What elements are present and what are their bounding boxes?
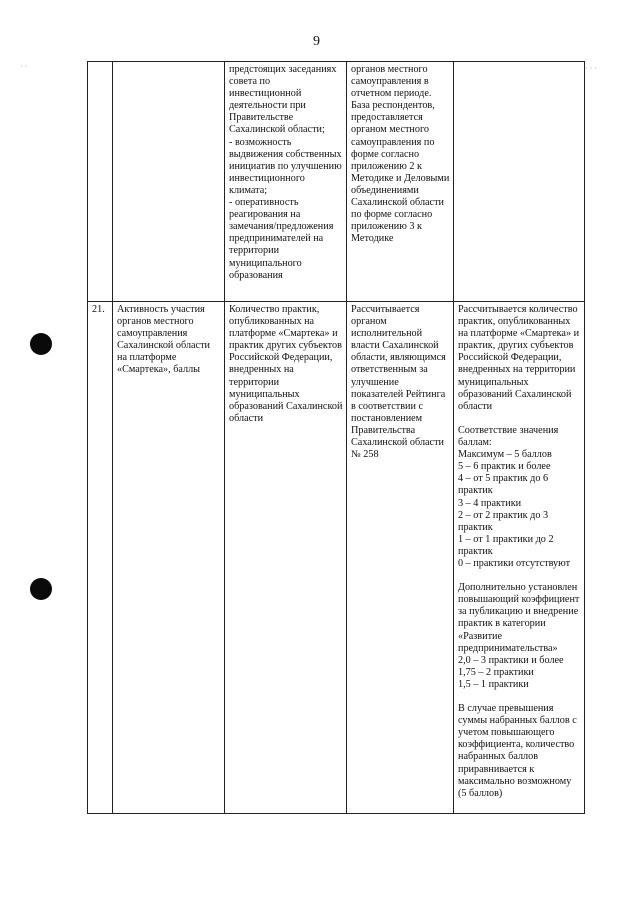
indicator-name-cell: Активность участия органов местного самоуправления Сахалинской области на платформе «Смартека», баллы [113, 302, 225, 814]
formula-cell: Количество практик, опубликованных на платформе «Смартека» и практик других субъектов Российской Федерации, внедренных на территории муниципальных образований Сахалинской области [225, 302, 347, 814]
table-row [88, 302, 585, 814]
scan-speck: · · · [585, 64, 597, 73]
scoring-cell [454, 62, 585, 302]
page-number: 9 [313, 34, 320, 49]
table-row [88, 62, 585, 302]
formula-cell: предстоящих заседаниях совета по инвестиционной деятельности при Правительстве Сахалинской области; - возможность выдвижения собственных инициатив по улучшению инвестиционного климата; - оперативность реагирования на замечания/предложения предпринимателей на территории муниципального образования [225, 62, 347, 302]
scan-speck: · · [20, 62, 28, 71]
punch-hole [30, 578, 52, 600]
row-number-cell [88, 62, 113, 302]
scoring-cell: Рассчитывается количество практик, опубликованных на платформе «Смартека» и практик, других субъектов Российской Федерации, внедренных на территории муниципальных образований Сахалинской области Соответствие значения баллам: Максимум – 5 баллов 5 – 6 практик и более 4 – от 5 практик до 6 практик 3 – 4 практики 2 – от 2 практик до 3 практик 1 – от 1 практики до 2 практик 0 – практики отсутствуют Дополнительно установлен повышающий коэффициент за публикацию и внедрение практик в категории «Развитие предпринимательства» 2,0 – 3 практики и более 1,75 – 2 практики 1,5 – 1 практики В случае превышения суммы набранных баллов с учетом повышающего коэффициента, количество набранных баллов приравнивается к максимально возможному (5 баллов) [454, 302, 585, 814]
data-source-cell: Рассчитывается органом исполнительной власти Сахалинской области, являющимся ответственным за улучшение показателей Рейтинга в соответствии с постановлением Правительства Сахалинской области № 258 [347, 302, 454, 814]
indicator-name-cell [113, 62, 225, 302]
punch-hole [30, 333, 52, 355]
data-source-cell: органов местного самоуправления в отчетном периоде. База респондентов, предоставляется органом местного самоуправления по форме согласно приложению 2 к Методике и Деловыми объединениями Сахалинской области по форме согласно приложению 3 к Методике [347, 62, 454, 302]
indicator-table [87, 61, 585, 814]
row-number-cell: 21. [88, 302, 113, 814]
